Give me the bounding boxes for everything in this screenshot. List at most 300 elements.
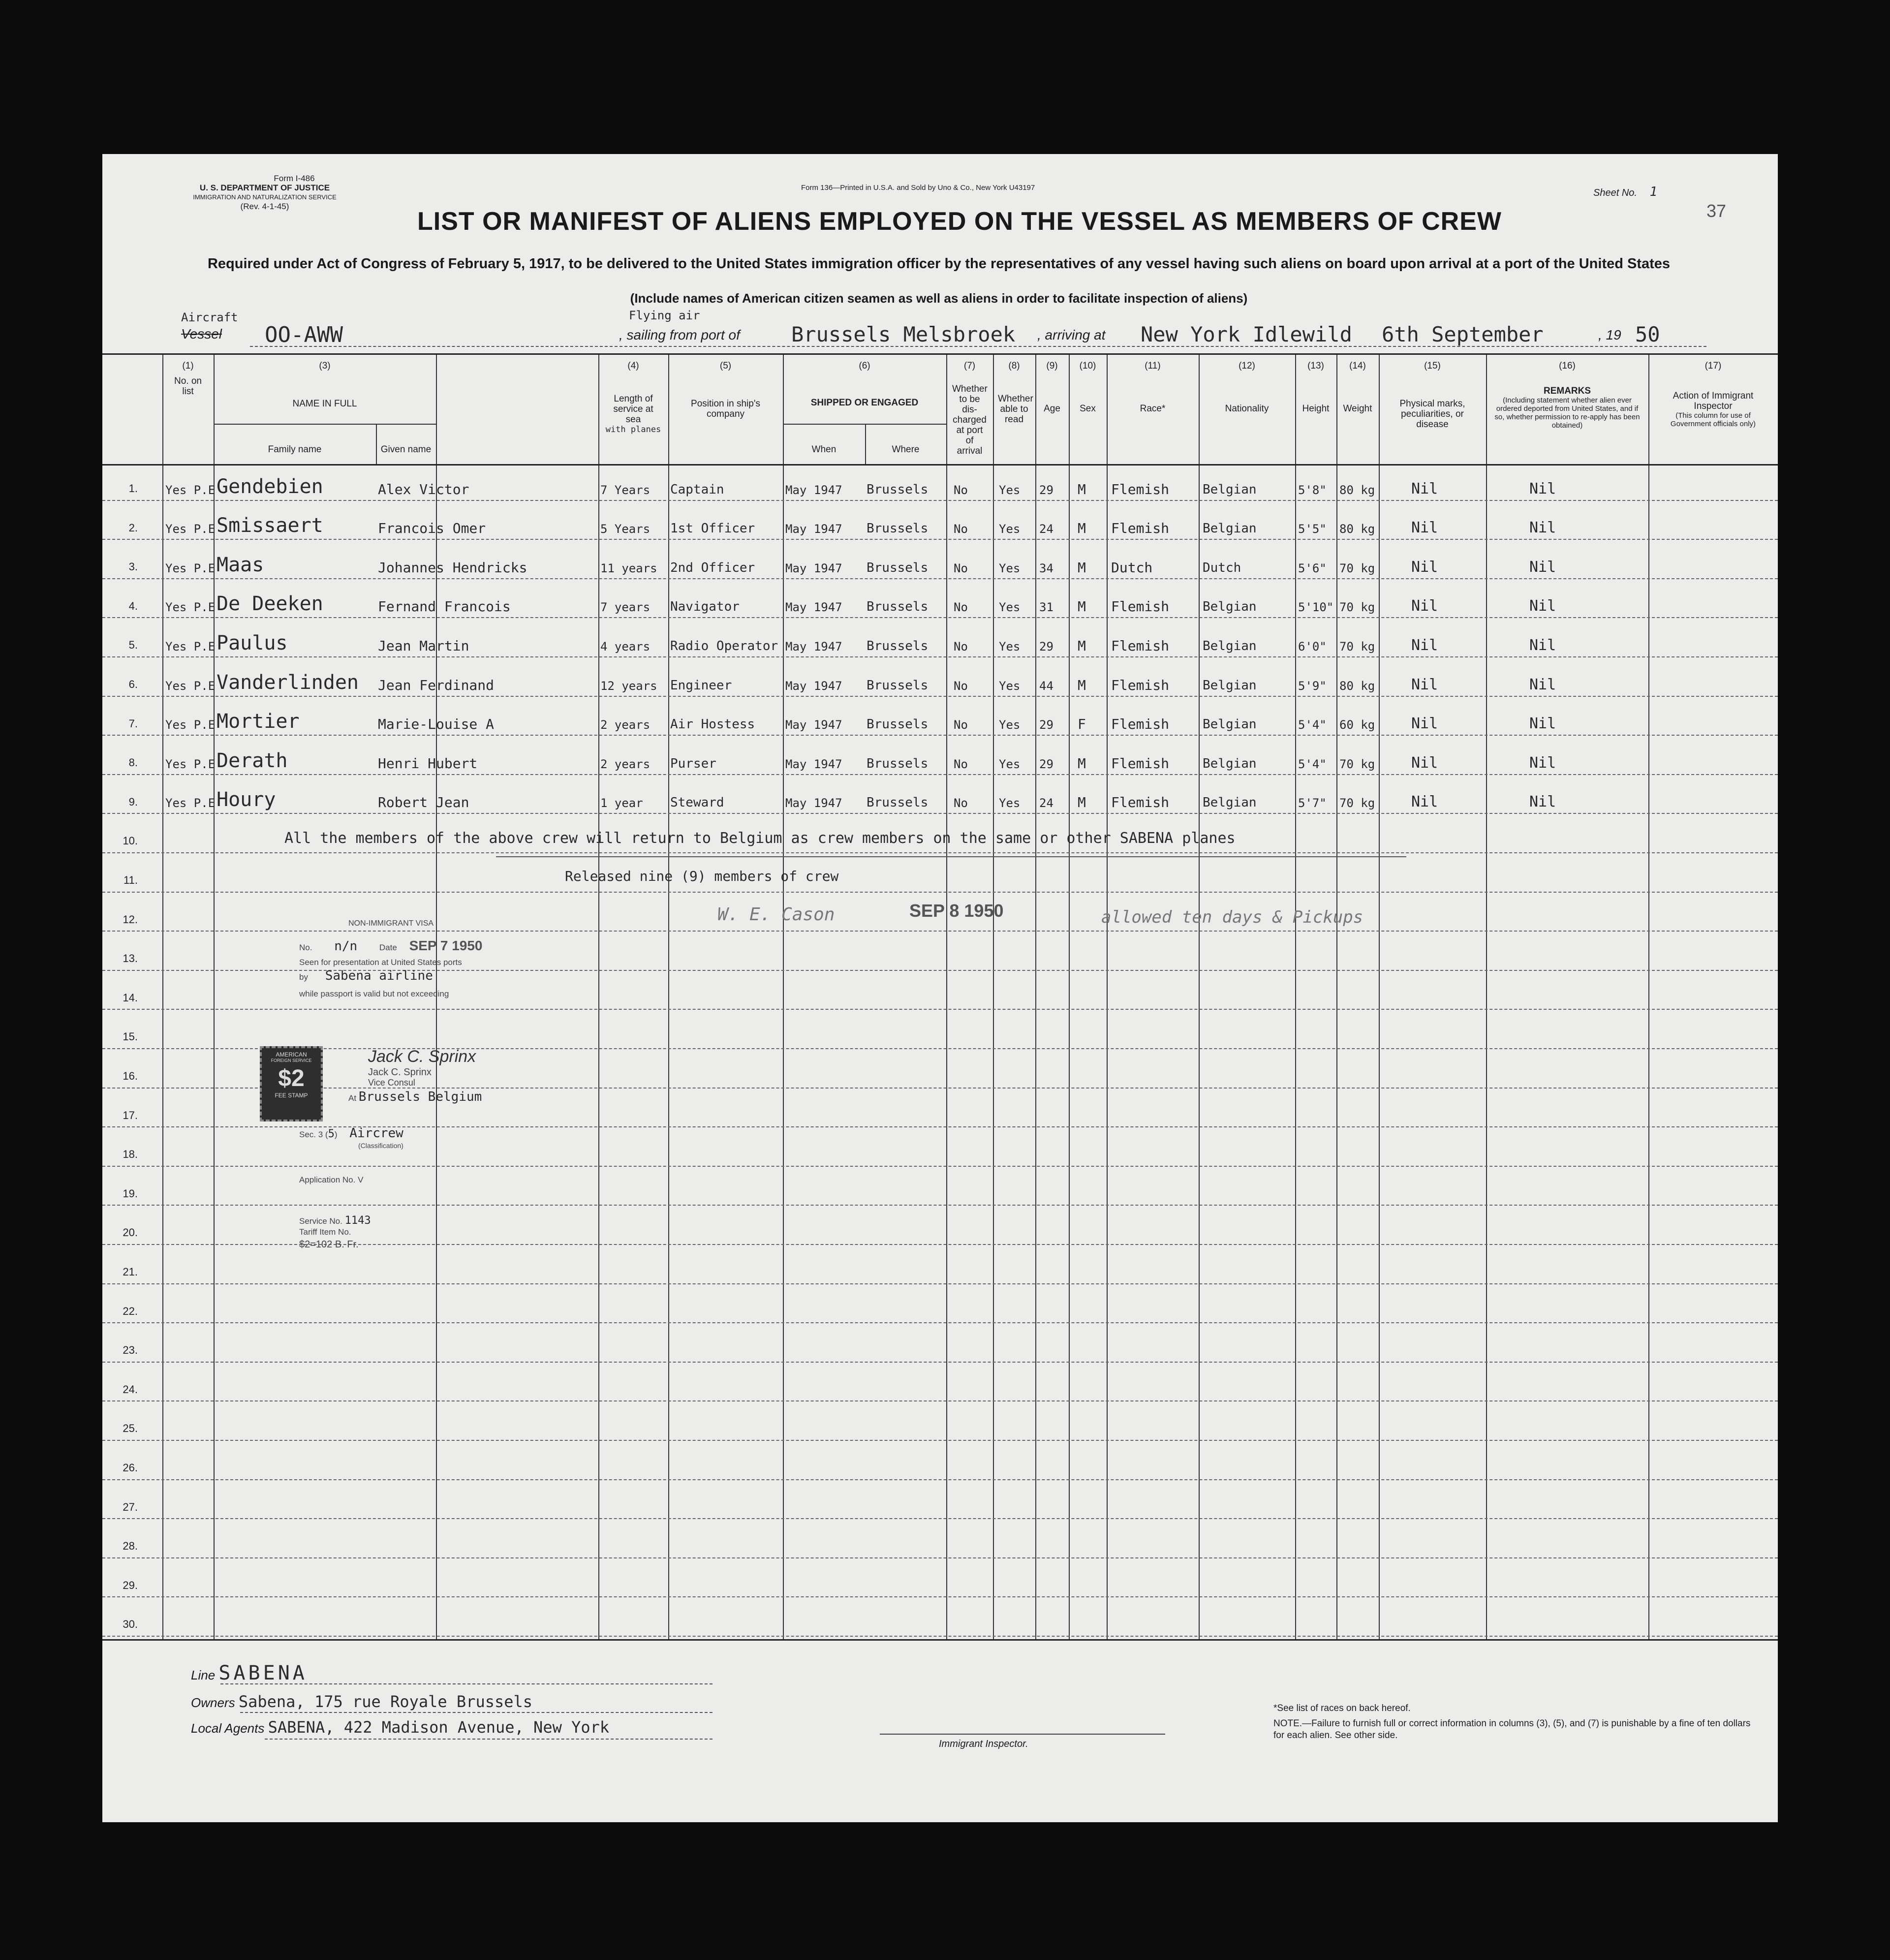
cell-read: Yes [999,639,1021,653]
cell-age: 31 [1039,600,1053,615]
cell-remarks: Nil [1529,519,1556,537]
races-note: *See list of races on back hereof. [1273,1703,1411,1713]
cell-weight: 70 kg [1339,600,1375,615]
cell-where: Brussels [867,678,929,693]
cell-age: 44 [1039,679,1053,693]
cell-prev: Yes P.E [165,718,216,732]
cell-position: Steward [670,795,724,810]
revenue-stamp [260,1046,323,1121]
cell-marks: Nil [1411,715,1438,733]
form-issuer-block [181,174,348,211]
cell-remarks: Nil [1529,558,1556,576]
cell-prev: Yes P.E [165,561,216,575]
visa-service-label: Service No. [299,1216,342,1226]
cell-service: 12 years [600,679,657,693]
cell-sex: M [1078,755,1086,772]
visa-classification: (Classification) [358,1142,403,1150]
cell-height: 5'4" [1298,757,1327,771]
note-underline [496,856,1406,857]
col-label: Whether to be dis-charged at port of arrival [952,384,988,456]
cell-height: 5'8" [1298,483,1327,497]
row-number: 15. [123,1030,138,1043]
cell-family: Mortier [217,710,300,733]
visa-sec-close: ) [334,1130,338,1139]
admission-date-stamp: SEP 8 1950 [909,900,1004,921]
cell-age: 29 [1039,639,1053,653]
cell-remarks: Nil [1529,480,1556,498]
cell-nationality: Belgian [1203,521,1257,536]
cell-when: May 1947 [785,757,842,771]
cell-family: Derath [217,749,288,772]
cell-nationality: Dutch [1203,560,1241,575]
sheet-number [1593,185,1657,199]
cell-race: Flemish [1111,520,1170,537]
cell-position: Captain [670,482,724,497]
departure-port: Brussels Melsbroek [791,322,1016,346]
cell-sex: M [1078,559,1086,576]
cell-read: Yes [999,483,1021,497]
cell-service: 4 years [600,639,651,653]
row-number: 26. [123,1462,138,1474]
cell-sex: M [1078,677,1086,693]
cell-race: Flemish [1111,716,1170,733]
row-number: 30. [123,1618,138,1631]
cell-prev: Yes P.E [165,639,216,653]
cell-when: May 1947 [785,718,842,732]
vessel-label: Vessel [181,326,222,342]
cell-position: Navigator [670,599,740,615]
note-text: —Failure to furnish full or correct information in columns (3), (5), and (7) is punishable by a fine of ten dollars for each alien. See other side. [1273,1718,1751,1741]
stamp-value: $2 [278,1065,305,1091]
col-num: (10) [1079,361,1096,371]
col-num: (7) [963,361,976,371]
cell-family: Houry [217,788,276,811]
cell-marks: Nil [1411,558,1438,576]
cell-where: Brussels [867,482,929,497]
row-rule [102,1518,1778,1519]
cell-marks: Nil [1411,754,1438,772]
row-rule [102,1557,1778,1558]
cell-when: May 1947 [785,522,842,536]
cell-age: 29 [1039,483,1053,497]
col-label: NAME IN FULL [292,399,357,409]
row-number: 8. [128,756,138,769]
col-label: Weight [1343,404,1372,414]
row-number: 29. [123,1579,138,1591]
voyage-underline [250,346,1706,347]
col-num: (15) [1424,361,1441,371]
row-number: 11. [124,874,138,886]
cell-position: Radio Operator [670,638,778,653]
visa-no-value: n/n [334,939,358,954]
col-label: Sex [1080,404,1096,414]
cell-service: 1 year [600,796,643,810]
footer-rule [220,1683,713,1684]
cell-weight: 70 kg [1339,796,1375,810]
visa-at-label: At [348,1093,357,1103]
table-row [102,463,1778,502]
col1-header [162,361,214,397]
cell-marks: Nil [1411,480,1438,498]
visa-sec [299,1126,403,1141]
cell-weight: 70 kg [1339,639,1375,653]
cell-family: De Deeken [217,592,323,616]
row-number: 25. [123,1422,138,1435]
cell-family: Maas [217,553,264,576]
col17-header [1648,361,1778,428]
sailing-correction: Flying air [629,309,700,322]
footer-line [191,1662,308,1684]
agents-value: SABENA, 422 Madison Avenue, New York [268,1718,610,1737]
sheet-label: Sheet No. [1593,187,1637,198]
cell-where: Brussels [867,638,929,653]
cell-nationality: Belgian [1203,482,1257,497]
visa-sec-label: Sec. 3 ( [299,1130,328,1139]
cell-read: Yes [999,796,1021,810]
fine-note [1273,1718,1756,1742]
cell-nationality: Belgian [1203,599,1257,615]
cell-age: 34 [1039,561,1053,575]
cell-nationality: Belgian [1203,638,1257,653]
row-number: 9. [128,795,138,808]
cell-race: Flemish [1111,637,1170,654]
stamp-top: AMERICAN [276,1051,307,1058]
owners-label: Owners [191,1695,235,1710]
arrival-port: New York Idlewild [1141,322,1352,346]
col10-header [1069,361,1107,414]
visa-seen: Seen for presentation at United States ports [299,958,462,967]
cell-given: Jean Ferdinand [378,677,495,693]
cell-race: Dutch [1111,559,1153,576]
row-number: 23. [123,1344,138,1357]
cell-position: Purser [670,756,716,771]
cell-remarks: Nil [1529,715,1556,733]
row-number: 1. [128,482,138,495]
row-rule [102,1440,1778,1441]
cell-when: May 1947 [785,561,842,575]
cell-nationality: Belgian [1203,756,1257,771]
row-number: 2. [128,521,138,534]
stamp-bottom: FEE STAMP [275,1092,308,1099]
cell-when: May 1947 [785,483,842,497]
visa-heading: NON-IMMIGRANT VISA [348,919,434,928]
col15-header [1379,361,1486,430]
col-num: (8) [1008,361,1020,371]
cell-discharge: No [954,757,968,771]
visa-sec-hand: Aircrew [349,1126,403,1141]
footer [102,1655,1778,1812]
cell-race: Flemish [1111,794,1170,811]
visa-service [299,1214,371,1227]
col-num: (14) [1349,361,1366,371]
cell-family: Smissaert [217,514,323,537]
cell-read: Yes [999,757,1021,771]
cell-age: 29 [1039,757,1053,771]
col12-header [1199,361,1295,414]
row-number: 21. [123,1266,138,1278]
cell-when: May 1947 [785,600,842,615]
service: IMMIGRATION AND NATURALIZATION SERVICE [193,193,337,201]
cell-given: Jean Martin [378,637,469,654]
arrival-year: 50 [1635,322,1660,346]
col-label: Position in ship's company [691,399,760,419]
vessel-value: OO-AWW [265,322,343,347]
row-rule [102,1479,1778,1480]
row-number: 5. [128,639,138,652]
visa-sec-value: 5 [328,1128,335,1140]
cell-read: Yes [999,679,1021,693]
note-label: NOTE. [1273,1718,1302,1729]
cell-given: Alex Victor [378,481,469,498]
release-note: Released nine (9) members of crew [565,868,839,884]
cell-prev: Yes P.E [165,483,216,497]
row-number: 12. [123,913,138,926]
table-row [102,658,1778,698]
col-label: Height [1302,404,1330,414]
cell-given: Francois Omer [378,520,486,537]
visa-date-label: Date [379,943,397,952]
cell-read: Yes [999,522,1021,536]
col-num: (4) [627,361,639,371]
col8-header [993,361,1035,425]
cell-weight: 70 kg [1339,757,1375,771]
cell-weight: 60 kg [1339,718,1375,732]
cell-family: Paulus [217,631,288,654]
row-number: 6. [128,678,138,690]
cell-discharge: No [954,600,968,615]
cell-prev: Yes P.E [165,757,216,771]
col4-correction: with planes [605,425,661,435]
visa-tariff-value: $2=102 B. Fr. [299,1239,359,1250]
col-num: (9) [1046,361,1058,371]
cell-prev: Yes P.E [165,522,216,536]
row-number: 28. [123,1540,138,1553]
col-sub: (This column for use of Government officials only) [1670,411,1756,428]
where-divider [865,424,866,464]
cell-sex: F [1078,716,1086,733]
consul-signature: Jack C. Sprinx [368,1047,476,1066]
row-number: 14. [123,991,138,1004]
cell-position: Engineer [670,678,732,693]
cell-sex: M [1078,520,1086,537]
visa-date-value: SEP 7 1950 [409,938,483,953]
cell-marks: Nil [1411,636,1438,654]
col-label: REMARKS [1543,386,1591,396]
arrival-date: 6th September [1382,322,1544,346]
visa-application: Application No. V [299,1175,364,1184]
cell-marks: Nil [1411,519,1438,537]
col3-family: Family name [268,444,322,455]
cell-nationality: Belgian [1203,795,1257,810]
col9-header [1035,361,1069,414]
manifest-title: LIST OR MANIFEST OF ALIENS EMPLOYED ON THE VESSEL AS MEMBERS OF CREW [417,207,1502,236]
cell-discharge: No [954,483,968,497]
cell-where: Brussels [867,521,929,536]
inspector-label: Immigrant Inspector. [939,1739,1028,1749]
cell-where: Brussels [867,795,929,810]
col3-header [214,361,436,409]
given-divider [376,424,377,464]
col-num: (1) [182,361,194,371]
footer-rule [265,1739,713,1740]
col3-given: Given name [380,444,432,455]
cell-given: Henri Hubert [378,755,478,772]
col-label: Age [1044,404,1060,414]
cell-height: 5'9" [1298,679,1327,693]
cell-height: 5'10" [1298,600,1334,615]
visa-no-label: No. [299,943,312,952]
cell-when: May 1947 [785,796,842,810]
row-rule [102,1596,1778,1597]
row-number: 13. [123,952,138,965]
cell-read: Yes [999,600,1021,615]
cell-age: 24 [1039,522,1053,536]
cell-age: 24 [1039,796,1053,810]
manifest-subtitle: Required under Act of Congress of February 5, 1917, to be delivered to the United States immigration officer by the representatives of any vessel having such aliens on board upon arrival at a port of the United States [207,256,1671,272]
cell-race: Flemish [1111,677,1170,693]
row-number: 18. [123,1148,138,1161]
cell-discharge: No [954,796,968,810]
sheet-value: 1 [1649,185,1658,199]
voyage-line [181,311,1706,350]
visa-no [299,938,483,954]
row-number: 24. [123,1383,138,1396]
footer-owners [191,1692,532,1711]
col-num: (5) [719,361,732,371]
cell-prev: Yes P.E [165,679,216,693]
cell-height: 5'6" [1298,561,1327,575]
row-rule [102,1636,1778,1637]
name-subheader-line [214,424,436,425]
col14-header [1336,361,1379,414]
col-num: (17) [1704,361,1722,371]
cell-sex: M [1078,598,1086,615]
cell-family: Vanderlinden [217,671,359,694]
visa-service-value: 1143 [344,1214,371,1227]
col-sub: (Including statement whether alien ever ordered deported from United States, and if so, whether permission to re-apply has been obtained) [1494,396,1640,430]
cell-age: 29 [1039,718,1053,732]
cell-sex: M [1078,794,1086,811]
col-label: Action of Immigrant Inspector [1673,391,1754,411]
cell-height: 5'5" [1298,522,1327,536]
cell-race: Flemish [1111,755,1170,772]
cell-position: 2nd Officer [670,560,755,575]
shipped-subheader-line [783,424,946,425]
agents-label: Local Agents [191,1721,265,1736]
col-label: Whether able to read [998,394,1033,425]
visa-stamp [279,919,683,1293]
row-rule [102,1322,1778,1323]
revision: (Rev. 4-1-45) [240,202,289,211]
col-label: Race* [1140,404,1166,414]
cell-service: 7 years [600,600,651,615]
visa-by [299,968,433,983]
cell-marks: Nil [1411,597,1438,615]
col-num: (16) [1559,361,1576,371]
cell-family: Gendebien [217,475,323,498]
cell-prev: Yes P.E [165,796,216,810]
row-number: 20. [123,1226,138,1239]
cell-remarks: Nil [1529,597,1556,615]
visa-at-value: Brussels Belgium [358,1089,482,1104]
cell-when: May 1947 [785,639,842,653]
col-label: Physical marks, peculiarities, or disease [1399,399,1465,430]
row-number: 22. [123,1305,138,1317]
cell-discharge: No [954,561,968,575]
consul-typed-name: Jack C. Sprinx [368,1067,432,1078]
row-number: 16. [123,1070,138,1082]
cell-weight: 80 kg [1339,679,1375,693]
row-rule [102,892,1778,893]
manifest-instruction: (Include names of American citizen seamen as well as aliens in order to facilitate inspection of aliens) [630,291,1248,306]
col4-header [598,361,668,435]
cell-read: Yes [999,561,1021,575]
cell-read: Yes [999,718,1021,732]
table-row [102,619,1778,658]
cell-where: Brussels [867,560,929,575]
cell-height: 5'4" [1298,718,1327,732]
col-label: SHIPPED OR ENGAGED [810,398,919,408]
line-value: SABENA [218,1662,308,1684]
cell-service: 2 years [600,757,651,771]
table-row [102,580,1778,620]
cell-where: Brussels [867,717,929,732]
col6-where: Where [892,444,920,455]
col-label: No. on list [174,376,202,397]
visa-by-value: Sabena airline [325,968,433,983]
table-row [102,698,1778,737]
col-num: (11) [1145,361,1161,371]
col11-header [1107,361,1199,414]
col-num: (12) [1239,361,1255,371]
form-number: Form I-486 [274,174,315,183]
cell-height: 6'0" [1298,639,1327,653]
col-num: (13) [1307,361,1324,371]
col-label: Nationality [1225,404,1269,414]
col-num: (3) [319,361,331,371]
cell-given: Marie-Louise A [378,716,495,733]
col7-header [946,361,993,456]
col5-header [668,361,783,419]
table-row [102,502,1778,541]
row-number: 17. [123,1109,138,1121]
cell-where: Brussels [867,756,929,771]
cell-remarks: Nil [1529,754,1556,772]
col16-header [1486,361,1648,430]
col6-header [783,361,946,408]
col13-header [1295,361,1336,414]
cell-service: 2 years [600,718,651,732]
cell-weight: 80 kg [1339,522,1375,536]
cell-given: Fernand Francois [378,598,511,615]
row-number: 3. [128,560,138,573]
arriving-label: , arriving at [1037,327,1106,342]
owners-value: Sabena, 175 rue Royale Brussels [238,1692,533,1711]
visa-at [348,1089,482,1104]
cell-when: May 1947 [785,679,842,693]
cell-position: 1st Officer [670,521,755,536]
inspector-signature: W. E. Cason [717,904,835,925]
cell-marks: Nil [1411,793,1438,811]
cell-where: Brussels [867,599,929,615]
return-note: All the members of the above crew will return to Belgium as crew members on the same or other SABENA planes [284,830,1236,847]
cell-service: 5 Years [600,522,651,536]
row-number: 19. [123,1187,138,1200]
row-number: 10. [123,835,138,847]
cell-height: 5'7" [1298,796,1327,810]
col6-when: When [811,444,837,455]
cell-race: Flemish [1111,481,1170,498]
